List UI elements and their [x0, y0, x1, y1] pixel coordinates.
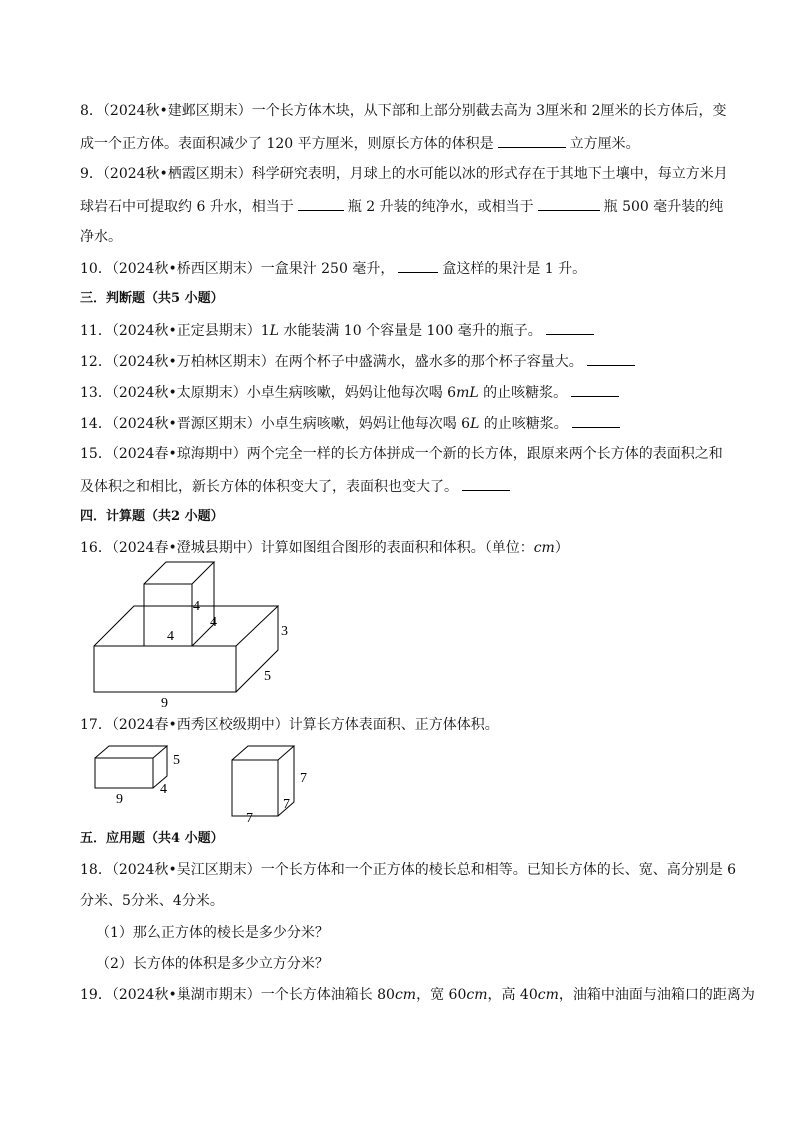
cube-depth-label: 4	[210, 615, 217, 630]
q8-text-b: 立方厘米。	[569, 136, 640, 152]
q12-line	[80, 351, 639, 372]
q10-answer-blank[interactable]	[398, 258, 438, 273]
q19-text-c: ，高 40	[487, 987, 538, 1003]
q8-line2	[80, 133, 640, 154]
cuboid-height-label: 5	[173, 753, 180, 768]
cube-depth-label: 7	[283, 797, 290, 812]
cuboid-front-face	[95, 758, 153, 788]
q9-answer-blank-2[interactable]	[538, 196, 600, 211]
cuboid-width-label: 4	[160, 782, 167, 797]
cube-top-face	[144, 562, 214, 584]
q16-line	[80, 538, 569, 558]
q15-text-2: 及体积之和相比，新长方体的体积变大了，表面积也变大了。	[80, 479, 458, 495]
q15-answer-blank[interactable]	[462, 476, 510, 491]
q17-figures	[80, 742, 320, 824]
cube-height-label: 4	[193, 599, 200, 614]
section-5-heading: 五．应用题（共4 小题）	[80, 831, 224, 846]
q11-line	[80, 320, 598, 341]
q13-unit: mL	[456, 385, 479, 401]
box-top-face	[94, 606, 278, 646]
box-length-label: 9	[161, 696, 168, 710]
q17-line: 17．（2024春•西秀区校级期中）计算长方体表面积、正方体体积。	[80, 717, 499, 733]
cuboid-top-face	[95, 746, 167, 758]
q19-line	[80, 985, 755, 1005]
q13-text-a: 13．（2024秋•太原期末）小卓生病咳嗽，妈妈让他每次喝 6	[80, 385, 457, 401]
q16-text-b: ）	[554, 540, 569, 556]
q13-line	[80, 382, 623, 403]
q10-text-b: 盒这样的果汁是 1 升。	[442, 261, 587, 277]
q19-unit-1: cm	[394, 987, 417, 1003]
q19-text-b: ，宽 60	[416, 987, 467, 1003]
box-front-face	[94, 646, 236, 692]
cube-front-face	[232, 760, 278, 816]
q11-text-b: 水能装满 10 个容量是 100 毫升的瓶子。	[278, 323, 542, 339]
q9-answer-blank-1[interactable]	[298, 196, 344, 211]
q12-answer-blank[interactable]	[587, 351, 635, 366]
box-width-label: 5	[264, 669, 271, 684]
q9-text-b: 瓶 2 升装的纯净水，或相当于	[347, 199, 534, 215]
q16-unit: cm	[533, 540, 555, 556]
q8-answer-blank[interactable]	[498, 133, 566, 148]
q14-text-b: 的止咳糖浆。	[479, 416, 568, 432]
box-height-label: 3	[281, 624, 288, 639]
q9-line1: 9．（2024秋•栖霞区期末）科学研究表明，月球上的水可能以冰的形式存在于其地下土壤中，每立方米月	[80, 166, 728, 182]
q16-composite-figure	[80, 560, 320, 710]
cuboid-length-label: 9	[116, 792, 123, 807]
q9-line2	[80, 196, 723, 217]
q18-subquestion-2: （2）长方体的体积是多少立方分米？	[96, 956, 329, 972]
q15-line1: 15．（2024春•琼海期中）两个完全一样的长方体拼成一个新的长方体，跟原来两个长方体的表面积之和	[80, 446, 723, 462]
cube-height-label: 7	[300, 771, 307, 786]
q18-line2: 分米、5分米、4分米。	[80, 893, 224, 909]
q18-subquestion-1: （1）那么正方体的棱长是多少分米？	[96, 925, 329, 941]
q14-answer-blank[interactable]	[572, 413, 620, 428]
q16-text-a: 16．（2024春•澄城县期中）计算如图组合图形的表面积和体积。（单位：	[80, 540, 534, 556]
q15-line2	[80, 476, 514, 497]
q14-text-a: 14．（2024秋•晋源区期末）小卓生病咳嗽，妈妈让他每次喝 6	[80, 416, 471, 432]
q19-text-a: 19．（2024秋•巢湖市期末）一个长方体油箱长 80	[80, 987, 395, 1003]
q8-line1: 8．（2024秋•建邺区期末）一个长方体木块，从下部和上部分别截去高为 3厘米和 2厘米的长方体后，变	[80, 103, 727, 119]
cube-top-face	[232, 746, 294, 760]
q13-answer-blank[interactable]	[571, 382, 619, 397]
q11-text-a: 11．（2024秋•正定县期末）1	[80, 323, 270, 339]
q14-line	[80, 413, 624, 434]
q10-line	[80, 258, 586, 279]
q19-text-d: ，油箱中油面与油箱口的距离为	[558, 987, 755, 1003]
q18-line1: 18．（2024秋•吴江区期末）一个长方体和一个正方体的棱长总和相等。已知长方体的长、宽、高分别是 6	[80, 862, 737, 878]
q10-text-a: 10．（2024秋•桥西区期末）一盒果汁 250 毫升，	[80, 261, 395, 277]
q9-text-c: 瓶 500 毫升装的纯	[603, 199, 724, 215]
q11-answer-blank[interactable]	[546, 320, 594, 335]
box-right-face	[236, 606, 278, 692]
section-4-heading: 四．计算题（共2 小题）	[80, 509, 224, 524]
q19-unit-3: cm	[537, 987, 559, 1003]
q14-unit: L	[470, 416, 480, 432]
cube-width-label: 7	[246, 811, 253, 824]
q13-text-b: 的止咳糖浆。	[478, 385, 568, 401]
q9-text-a: 球岩石中可提取约 6 升水，相当于	[80, 199, 294, 215]
cube-width-label: 4	[167, 629, 174, 644]
q19-unit-2: cm	[466, 987, 488, 1003]
q11-unit: L	[269, 323, 279, 339]
q12-text: 12．（2024秋•万柏林区期末）在两个杯子中盛满水，盛水多的那个杯子容量大。	[80, 354, 583, 370]
q9-line3: 净水。	[80, 229, 122, 245]
q8-text-a: 成一个正方体。表面积减少了 120 平方厘米，则原长方体的体积是	[80, 136, 494, 152]
section-3-heading: 三．判断题（共5 小题）	[80, 291, 224, 306]
